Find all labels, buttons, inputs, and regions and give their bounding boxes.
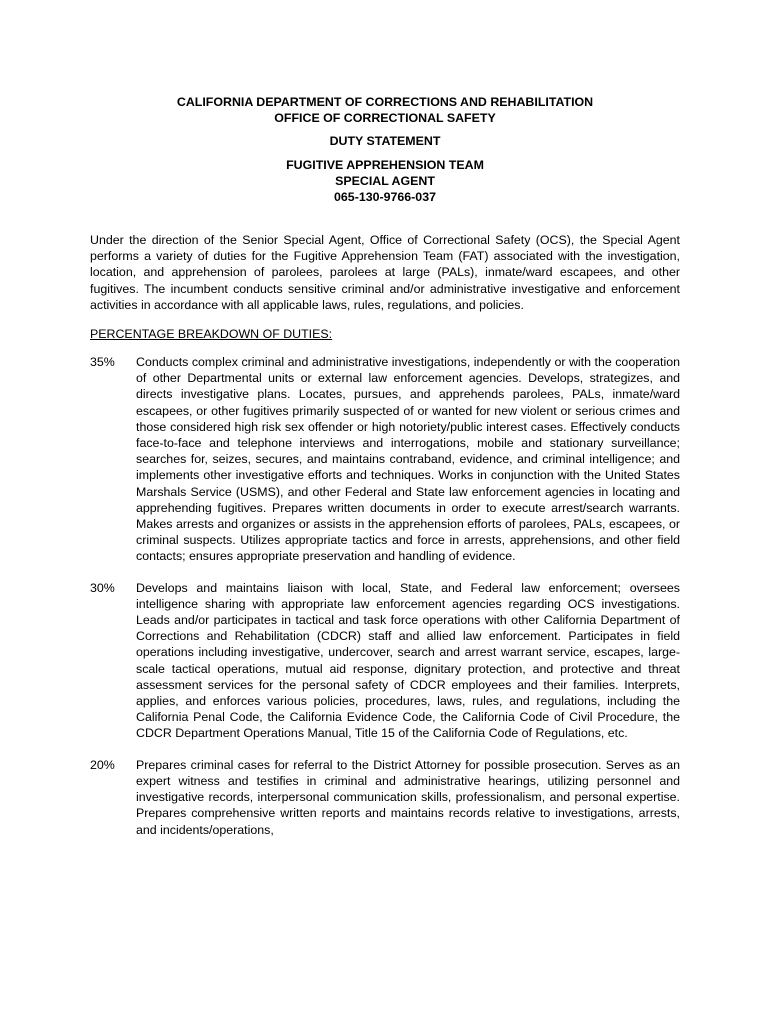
duty-item [90, 757, 680, 838]
duty-item [90, 580, 680, 742]
duty-percent: 20% [90, 757, 115, 772]
duty-percent: 35% [90, 355, 115, 370]
position-title: SPECIAL AGENT [335, 174, 435, 188]
intro-paragraph: Under the direction of the Senior Special Agent, Office of Correctional Safety (OCS), the Special Agent performs a variety of duties for the Fugitive Apprehension Team (FAT) associated with the investigation, location, and apprehension of parolees, parolees at large (PALs), inmate/ward escapees, and other fugitives. The incumbent conducts sensitive criminal and/or administrative investigative and enforcement activities in accordance with all applicable laws, rules, regulations, and policies. [90, 233, 680, 312]
duty-percent: 30% [90, 580, 115, 595]
duty-text: Prepares criminal cases for referral to the District Attorney for possible prosecution. Serves as an expert witness and testifies in criminal and administrative hearings, utilizing personnel and investigative records, interpersonal communication skills, professionalism, and personal expertise. Prepares comprehensive written reports and maintains records relative to investigations, arrests, and incidents/operations, [136, 757, 680, 837]
position-number: 065-130-9766-037 [334, 190, 436, 204]
duty-text: Conducts complex criminal and administrative investigations, independently or with the cooperation of other Departmental units or external law enforcement agencies. Develops, strategizes, and directs investigative plans. Locates, pursues, and apprehends parolees, PALs, inmate/ward escapees, or other fugitives primarily suspected of or wanted for new violent or serious crimes and those considered high risk sex offender or high notoriety/public interest cases. Effectively conducts face-to-face and telephone interviews and interrogations, mobile and stationary surveillance; searches for, seizes, secures, and maintains contraband, evidence, and criminal intelligence; and implements other investigative efforts and techniques. Works in conjunction with the United States Marshals Service (USMS), and other Federal and State law enforcement agencies in locating and apprehending fugitives. Prepares written documents in order to execute arrest/search warrants. Makes arrests and organizes or assists in the apprehension efforts of parolees, PALs, escapees, or criminal suspects. Utilizes appropriate tactics and force in arrests, apprehensions, and other field contacts; ensures appropriate preservation and handling of evidence. [136, 355, 680, 564]
section-title: PERCENTAGE BREAKDOWN OF DUTIES: [90, 327, 333, 342]
duty-statement-page [90, 94, 680, 838]
duty-item [90, 354, 680, 565]
duty-text: Develops and maintains liaison with local, State, and Federal law enforcement; oversees intelligence sharing with appropriate law enforcement agencies regarding OCS investigations. Leads and/or participates in tactical and task force operations with other California Department of Corrections and Rehabilitation (CDCR) staff and allied law enforcement. Participates in field operations including investigative, undercover, search and arrest warrant service, escapes, large-scale tactical operations, mutual aid response, dignitary protection, and protective and threat assessment services for the personal safety of CDCR employees and their families. Interprets, applies, and enforces various policies, procedures, laws, rules, and regulations, including the California Penal Code, the California Evidence Code, the California Code of Civil Procedure, the CDCR Department Operations Manual, Title 15 of the California Code of Regulations, etc. [136, 580, 680, 741]
department-name: CALIFORNIA DEPARTMENT OF CORRECTIONS AND REHABILITATION [176, 95, 594, 109]
office-name: OFFICE OF CORRECTIONAL SAFETY [274, 111, 496, 125]
document-title: DUTY STATEMENT [329, 134, 441, 148]
team-name: FUGITIVE APPREHENSION TEAM [286, 158, 484, 172]
